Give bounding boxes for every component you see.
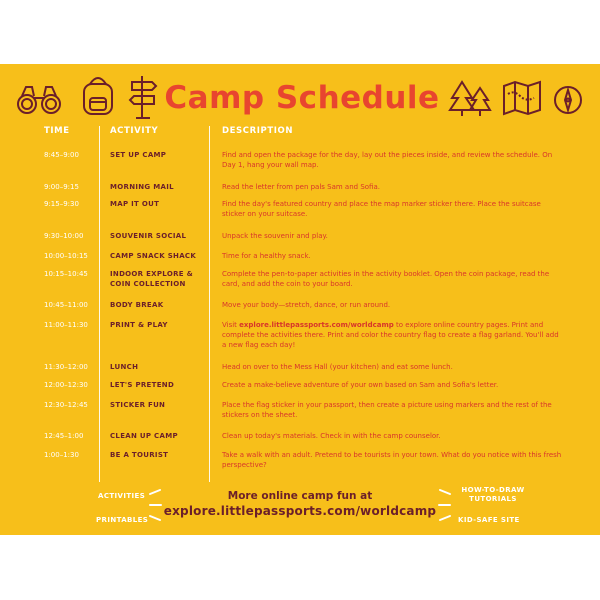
row-description: Head on over to the Mess Hall (your kitchen) and eat some lunch. <box>222 363 453 371</box>
footer-url-link[interactable]: explore.littlepassports.com/worldcamp <box>163 504 437 518</box>
footer-activities-label: ACTIVITIES <box>98 492 146 500</box>
sparkle-icon <box>436 488 454 522</box>
row-description-prefix: Visit <box>222 321 240 329</box>
row-time: 8:45–9:00 <box>44 151 79 159</box>
signpost-icon <box>126 74 160 120</box>
row-time: 12:30–12:45 <box>44 401 88 409</box>
row-time: 10:15–10:45 <box>44 270 88 278</box>
row-activity: STICKER FUN <box>110 401 166 409</box>
row-description: Place the flag sticker in your passport, then create a picture using markers and the rest of the stickers on the sheet. <box>222 401 552 419</box>
row-description: Unpack the souvenir and play. <box>222 232 328 240</box>
row-time: 11:00–11:30 <box>44 321 88 329</box>
row-activity: BODY BREAK <box>110 301 164 309</box>
row-time: 10:00–10:15 <box>44 252 88 260</box>
page-title: Camp Schedule <box>164 80 440 116</box>
row-activity: BE A TOURIST <box>110 451 169 459</box>
row-description: Read the letter from pen pals Sam and Sofia. <box>222 183 380 191</box>
row-description-suffix: to explore online country pages. Print and complete the activities there. Print and color the country flag to create a flag garland. You'll add a new flag each day! <box>222 321 559 349</box>
pine-trees-icon <box>448 78 492 118</box>
header-activity: ACTIVITY <box>110 126 159 136</box>
row-description: Take a walk with an adult. Pretend to be tourists in your town. What do you notice with this fresh perspective? <box>222 451 562 469</box>
footer <box>0 484 600 534</box>
row-time: 12:00–12:30 <box>44 381 88 389</box>
row-description: Find the day's featured country and place the map marker sticker there. Place the suitcase sticker on your suitcase. <box>222 200 541 218</box>
column-headers <box>0 126 600 140</box>
row-description: Time for a healthy snack. <box>222 252 311 260</box>
row-time: 1:00–1:30 <box>44 451 79 459</box>
map-icon <box>502 80 542 116</box>
row-activity: LET'S PRETEND <box>110 381 175 389</box>
header-description: DESCRIPTION <box>222 126 294 136</box>
footer-intro: More online camp fun at <box>227 490 373 502</box>
row-activity: CLEAN UP CAMP <box>110 432 178 440</box>
row-description: Create a make-believe adventure of your own based on Sam and Sofia's letter. <box>222 381 499 389</box>
row-activity: INDOOR EXPLORE & COIN COLLECTION <box>110 270 193 288</box>
backpack-icon <box>78 74 118 118</box>
row-activity: SET UP CAMP <box>110 151 167 159</box>
row-activity: CAMP SNACK SHACK <box>110 252 197 260</box>
schedule-card <box>0 64 600 535</box>
row-description: Clean up today's materials. Check in with the camp counselor. <box>222 432 441 440</box>
row-activity: PRINT & PLAY <box>110 321 168 329</box>
footer-kidsafe-label: KID-SAFE SITE <box>458 516 520 524</box>
footer-tutorials-label: HOW-TO-DRAW TUTORIALS <box>461 486 525 503</box>
row-activity: MORNING MAIL <box>110 183 174 191</box>
row-activity: MAP IT OUT <box>110 200 160 208</box>
row-time: 9:00–9:15 <box>44 183 79 191</box>
footer-printables-label: PRINTABLES <box>96 516 149 524</box>
row-activity: SOUVENIR SOCIAL <box>110 232 187 240</box>
row-time: 12:45–1:00 <box>44 432 84 440</box>
column-divider <box>209 126 210 482</box>
row-activity: LUNCH <box>110 363 139 371</box>
row-time: 9:15–9:30 <box>44 200 79 208</box>
row-time: 11:30–12:00 <box>44 363 88 371</box>
row-time: 10:45–11:00 <box>44 301 88 309</box>
worldcamp-link[interactable]: explore.littlepassports.com/worldcamp <box>239 321 394 329</box>
column-divider <box>99 126 100 482</box>
row-description: Move your body—stretch, dance, or run around. <box>222 301 391 309</box>
header-time: TIME <box>44 126 70 136</box>
row-description <box>222 320 562 350</box>
row-description: Find and open the package for the day, lay out the pieces inside, and review the schedule. On Day 1, hang your wall map. <box>222 151 553 169</box>
compass-icon <box>552 84 584 116</box>
binoculars-icon <box>16 82 62 116</box>
row-time: 9:30–10:00 <box>44 232 84 240</box>
row-description: Complete the pen-to-paper activities in the activity booklet. Open the coin package, read the card, and add the coin to your board. <box>222 270 550 288</box>
